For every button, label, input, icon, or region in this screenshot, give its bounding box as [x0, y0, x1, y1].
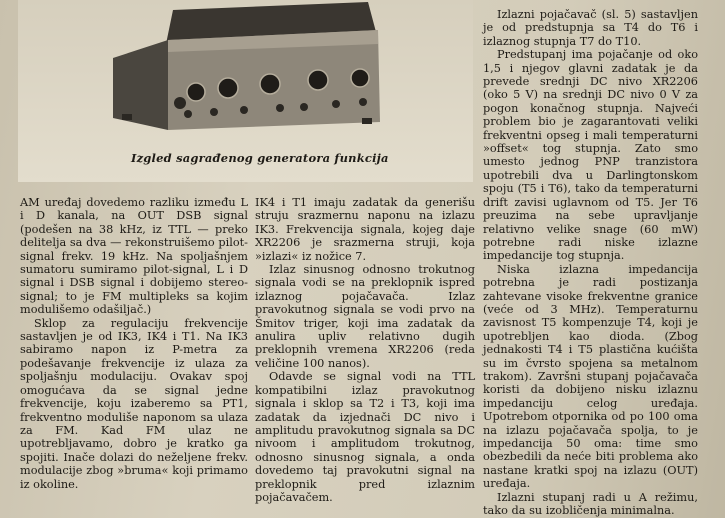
jack-icon: [276, 104, 284, 112]
jack-icon: [240, 106, 248, 114]
paragraph: Odavde se signal vodi na TTL kompatibilni izlaz pravokutnog signala i sklop sa T2 i T3, koji ima zadatak da izjednači DC nivo i amplitudu pravokutnog signala sa DC nivoom i amplitudom trokutnog, odnosno sinusnog signala, a onda dovedemo taj pravokutni signal na preklopnik pred izlaznim pojačavačem.: [255, 370, 475, 504]
paragraph: Sklop za regulaciju frekvencije sastavljen je od IK3, IK4 i T1. Na IK3 sabiramo napon iz P-metra za podešavanje frekvencije iz ulaza za spoljašnju modulaciju. Ovakav spoj omogućava da se signal jedne frekvencije, koju izaberemo sa PT1, frekventno moduliše naponom sa ulaza za FM. Kad FM ulaz ne upotrebljavamo, dobro je kratko ga spojiti. Inače dolazi do neželjene frekv. modulacije zbog »bruma« koji primamo iz okoline.: [20, 316, 248, 491]
knob-icon: [351, 69, 369, 87]
knob-icon: [308, 70, 328, 90]
photo-caption: Izgled sagrađenog generatora funkcija: [131, 151, 389, 165]
paragraph: AM uređaj dovedemo razliku između L i D kanala, na OUT DSB signal (podešen na 38 kHz, iz TTL — preko delitelja sa dva — rekonstruišemo pilot-signal frekv. 19 kHz. Na spoljašnjem sumatoru sumiramo pilot-signal, L i D signal i DSB signal i dobijemo stereo-signal; to je FM multipleks sa kojim modulišemo odašiljač.): [20, 196, 248, 317]
text-column-1: [20, 196, 248, 491]
text-column-3: [483, 8, 698, 517]
paragraph: Niska izlazna impedancija potrebna je radi postizanja zahtevane visoke frekventne granice (veće od 3 MHz). Temperaturnu zavisnost T5 kompenzuje T4, koji je upotrebljen kao dioda. (Zbog jednakosti T4 i T5 plastična kućišta su im čvrsto spojena sa metalnom trakom). Završni stupanj pojačavača koristi da dobijeno nisku izlaznu impedanciju celog uređaja. Upotrebom otpornika od po 100 oma na izlazu pojačavača spolja, to je impedancija 50 oma: time smo obezbedili da neće biti problema ako nastane kratki spoj na izlazu (OUT) uređaja.: [483, 262, 698, 491]
jack-icon: [300, 103, 308, 111]
paragraph: Izlaz sinusnog odnosno trokutnog signala vodi se na preklopnik ispred izlaznog pojačavača. Izlaz pravokutnog signala se vodi prvo na Šmitov triger, koji ima zadatak da anulira upliv relativno dugih preklopnih vremena XR2206 (reda veličine 100 nanos).: [255, 263, 475, 370]
paragraph: IK4 i T1 imaju zadatak da generišu struju srazmernu naponu na izlazu IK3. Frekvencija signala, kojeg daje XR2206 je srazmerna struji, koja »izlazi« iz nožice 7.: [255, 196, 475, 263]
knob-icon: [218, 78, 238, 98]
paragraph: Izlazni stupanj radi u A režimu, tako da su izobličenja minimalna.: [483, 490, 698, 518]
paragraph: Predstupanj ima pojačanje od oko 1,5 i njegov glavni zadatak je da prevede srednji DC nivo XR2206 (oko 5 V) na srednji DC nivo 0 V za pogon konačnog stupnja. Najveći problem bio je zagarantovati veliki frekventni opseg i mali temperaturni »offset« tog stupnja. Zato smo umesto jednog PNP tranzistora upotrebili dva u Darlingtonskom spoju (T5 i T6), tako da temperaturni drift zavisi uglavnom od T5. Jer T6 preuzima na sebe upravljanje relativno velike snage (60 mW) potrebne radi niske izlazne impedancije tog stupnja.: [483, 48, 698, 263]
paragraph: Izlazni pojačavač (sl. 5) sastavljen je od predstupnja sa T4 do T6 i izlaznog stupnja T7 do T10.: [483, 8, 698, 48]
text-column-2: [255, 196, 475, 504]
jack-icon: [359, 98, 367, 106]
jack-icon: [210, 108, 218, 116]
jack-icon: [332, 100, 340, 108]
knob-icon: [174, 97, 186, 109]
jack-icon: [184, 110, 192, 118]
knob-icon: [260, 74, 280, 94]
knob-icon: [187, 83, 205, 101]
